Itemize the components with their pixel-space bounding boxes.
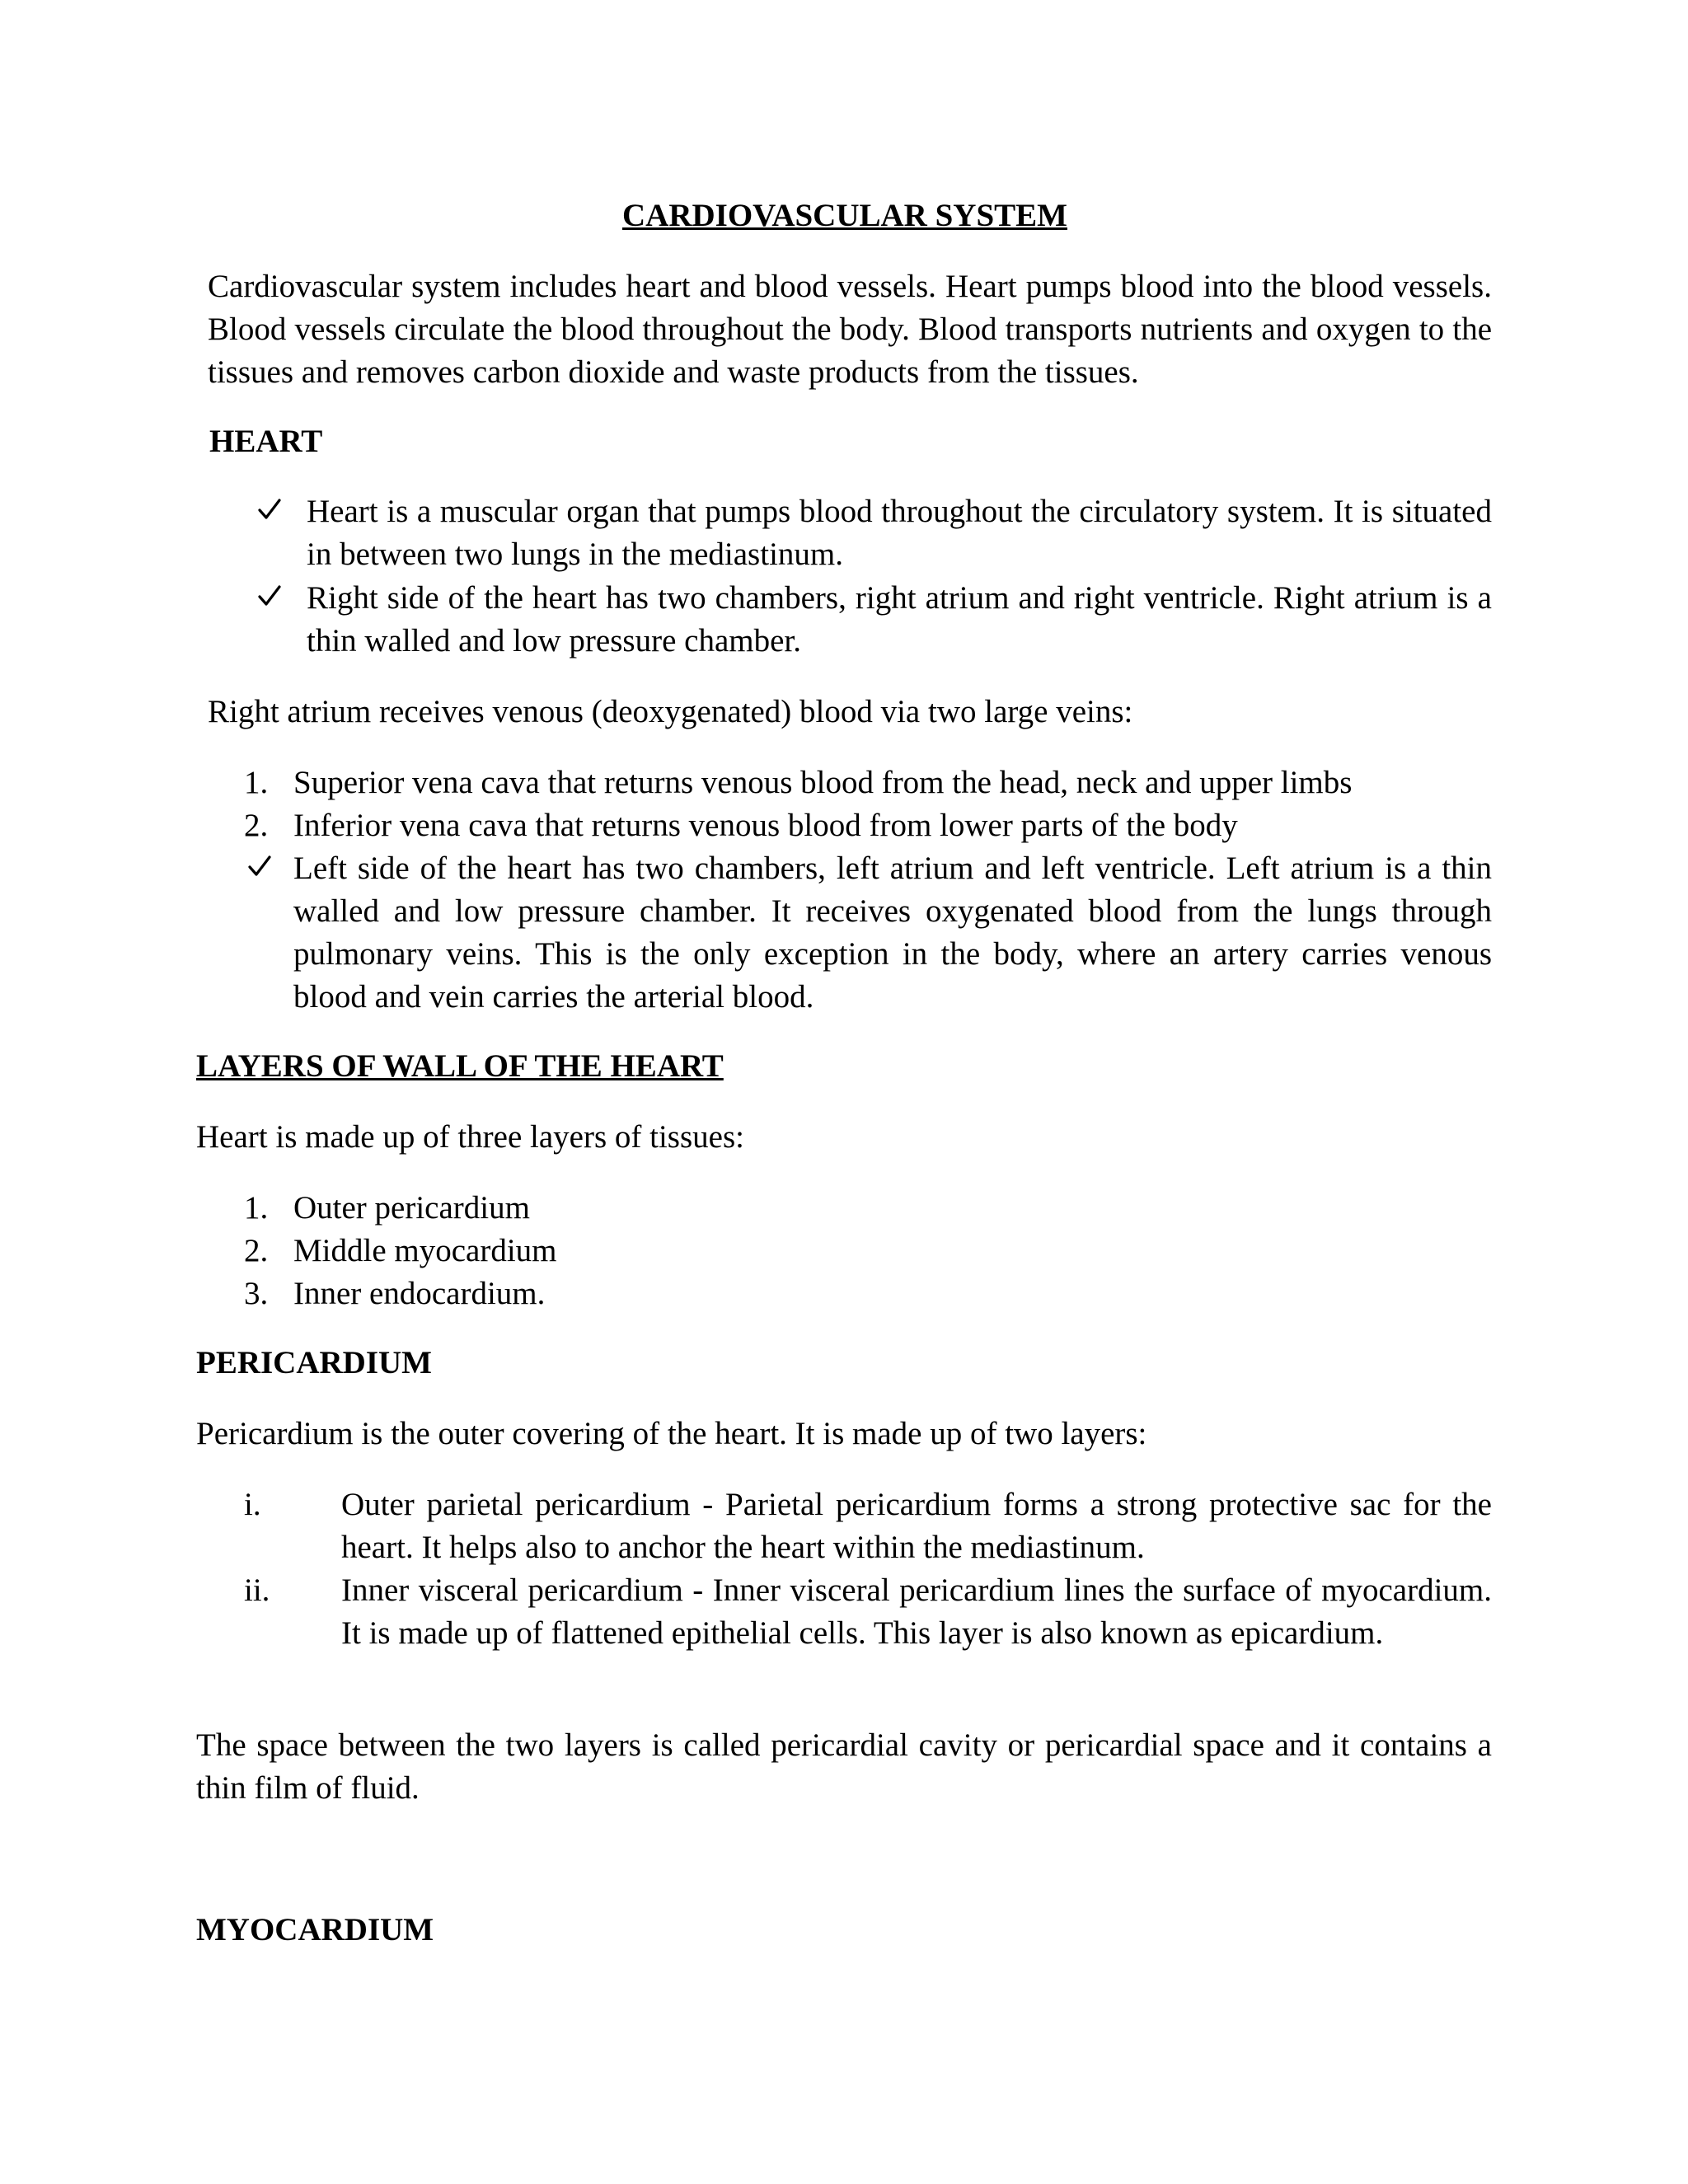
left-side-text: Left side of the heart has two chambers, left atrium and left ventricle. Left atrium is a thin walled and low pressure chamber. It receives oxygenated blood from the lungs through pulmonary veins. This is the only exception in the body, where an artery carries venous blood and vein carries the arterial blood. <box>293 851 1492 1015</box>
heart-check-item <box>257 490 1492 576</box>
list-item <box>244 762 1492 804</box>
list-item-text: Superior vena cava that returns venous blood from the head, neck and upper limbs <box>293 765 1353 800</box>
list-item-text: Inner endocardium. <box>293 1276 546 1311</box>
list-marker: 3. <box>244 1276 269 1311</box>
checkmark-icon <box>257 583 282 608</box>
myocardium-heading: MYOCARDIUM <box>196 1912 434 1947</box>
list-item <box>244 1230 1492 1272</box>
list-item <box>244 1187 1492 1230</box>
checkmark-icon <box>247 854 272 879</box>
heart-check-item <box>244 847 1492 1019</box>
checkmark-icon <box>257 497 282 522</box>
list-marker: 1. <box>244 765 269 800</box>
layers-heading: LAYERS OF WALL OF THE HEART <box>196 1048 724 1084</box>
heart-check-item <box>257 577 1492 663</box>
heart-check-text: Right side of the heart has two chambers, right atrium and right ventricle. Right atrium is a thin walled and low pressure chamber. <box>307 580 1492 658</box>
list-item-text: Middle myocardium <box>293 1233 557 1268</box>
list-marker: 2. <box>244 1233 269 1268</box>
veins-intro: Right atrium receives venous (deoxygenated) blood via two large veins: <box>208 694 1133 729</box>
list-marker: 1. <box>244 1190 269 1226</box>
list-item <box>244 804 1492 847</box>
heart-check-text: Heart is a muscular organ that pumps blood throughout the circulatory system. It is situated in between two lungs in the mediastinum. <box>307 494 1492 572</box>
list-item <box>244 1569 1492 1698</box>
list-marker: i. <box>244 1487 261 1522</box>
pericardium-heading: PERICARDIUM <box>196 1345 432 1380</box>
list-item-text: Inner visceral pericardium - Inner visceral pericardium lines the surface of myocardium. It is made up of flattened epithelial cells. This layer is also known as epicardium. <box>341 1572 1492 1651</box>
layers-intro: Heart is made up of three layers of tissues: <box>196 1119 744 1155</box>
intro-paragraph: Cardiovascular system includes heart and blood vessels. Heart pumps blood into the blood vessels. Blood vessels circulate the blood throughout the body. Blood transports nutrients and oxygen to the tissues and removes carbon dioxide and waste products from the tissues. <box>208 269 1492 390</box>
pericardium-intro: Pericardium is the outer covering of the heart. It is made up of two layers: <box>196 1416 1147 1451</box>
page-title: CARDIOVASCULAR SYSTEM <box>622 198 1067 233</box>
heart-heading: HEART <box>209 424 323 459</box>
list-marker: ii. <box>244 1572 270 1608</box>
list-item-text: Outer pericardium <box>293 1190 530 1226</box>
list-item-text: Inferior vena cava that returns venous blood from lower parts of the body <box>293 808 1238 843</box>
pericardium-closing: The space between the two layers is called pericardial cavity or pericardial space and it contains a thin film of fluid. <box>196 1727 1492 1806</box>
list-item-text: Outer parietal pericardium - Parietal pericardium forms a strong protective sac for the heart. It helps also to anchor the heart within the mediastinum. <box>341 1487 1492 1565</box>
list-item <box>244 1272 1492 1315</box>
list-item <box>244 1483 1492 1569</box>
list-marker: 2. <box>244 808 269 843</box>
